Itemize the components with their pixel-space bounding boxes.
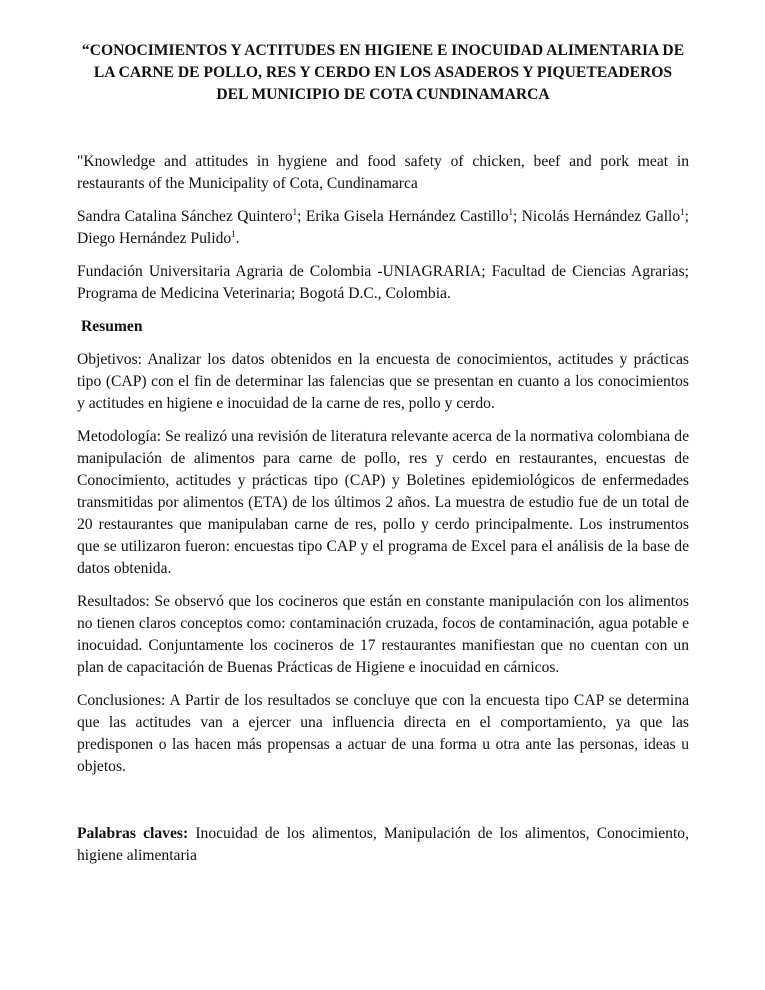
keywords bbox=[77, 823, 689, 867]
keywords-label: Palabras claves: bbox=[77, 825, 189, 842]
author-name: Sandra Catalina Sánchez Quintero bbox=[77, 208, 293, 225]
author-name: Erika Gisela Hernández Castillo bbox=[305, 208, 509, 225]
abstract-results: Resultados: Se observó que los cocineros que están en constante manipulación con los alimentos no tienen claros conceptos como: contaminación cruzada, focos de contaminación, agua potable e inocuidad. Conjuntamente los cocineros de 17 restaurantes manifiestan que no cuentan con un plan de capacitación de Buenas Prácticas de Higiene e inocuidad en cárnicos. bbox=[77, 593, 689, 676]
author-separator: ; bbox=[297, 208, 306, 225]
author-separator: . bbox=[235, 230, 240, 247]
abstract-heading: Resumen bbox=[81, 318, 143, 335]
author-list bbox=[77, 206, 689, 250]
abstract-conclusions: Conclusiones: A Partir de los resultados se concluye que con la encuesta tipo CAP se determina que las actitudes van a ejercer una influencia directa en el comportamiento, ya que las predisponen o las hacen más propensas a actuar de una forma u otra ante las personas, ideas u objetos. bbox=[77, 692, 689, 775]
author-separator: ; bbox=[513, 208, 522, 225]
english-title: "Knowledge and attitudes in hygiene and food safety of chicken, beef and pork meat in restaurants of the Municipality of Cota, Cundinamarca bbox=[77, 153, 689, 192]
author-affiliation-mark: 1 bbox=[680, 206, 685, 217]
paper-title: “CONOCIMIENTOS Y ACTITUDES EN HIGIENE E INOCUIDAD ALIMENTARIA DE LA CARNE DE POLLO, RES Y CERDO EN LOS ASADEROS Y PIQUETEADEROS DEL MUNICIPIO DE COTA CUNDINAMARCA bbox=[81, 42, 685, 103]
abstract-methodology: Metodología: Se realizó una revisión de literatura relevante acerca de la normativa colombiana de manipulación de alimentos para carne de pollo, res y cerdo en restaurantes, encuestas de Conocimiento, actitudes y prácticas tipo (CAP) y Boletines epidemiológicos de enfermedades transmitidas por alimentos (ETA) de los últimos 2 años. La muestra de estudio fue de un total de 20 restaurantes que manipulaban carne de res, pollo y cerdo principalmente. Los instrumentos que se utilizaron fueron: encuestas tipo CAP y el programa de Excel para el análisis de la base de datos obtenida. bbox=[77, 428, 689, 577]
author-separator: ; bbox=[684, 208, 689, 225]
author-affiliation-mark: 1 bbox=[508, 206, 513, 217]
author-name: Diego Hernández Pulido bbox=[77, 230, 232, 247]
abstract-objectives: Objetivos: Analizar los datos obtenidos en la encuesta de conocimientos, actitudes y prácticas tipo (CAP) con el fin de determinar las falencias que se presentan en cuanto a los conocimientos y actitudes en higiene e inocuidad de la carne de res, pollo y cerdo. bbox=[77, 351, 689, 412]
author-affiliation-mark: 1 bbox=[231, 228, 236, 239]
author-affiliation-mark: 1 bbox=[292, 206, 298, 217]
keywords-text: Inocuidad de los alimentos, Manipulación de los alimentos, Conocimiento, higiene alimentaria bbox=[77, 825, 689, 864]
document-page bbox=[77, 40, 689, 867]
affiliation: Fundación Universitaria Agraria de Colombia -UNIAGRARIA; Facultad de Ciencias Agrarias; Programa de Medicina Veterinaria; Bogotá D.C., Colombia. bbox=[77, 263, 689, 302]
author-name: Nicolás Hernández Gallo bbox=[521, 208, 681, 225]
